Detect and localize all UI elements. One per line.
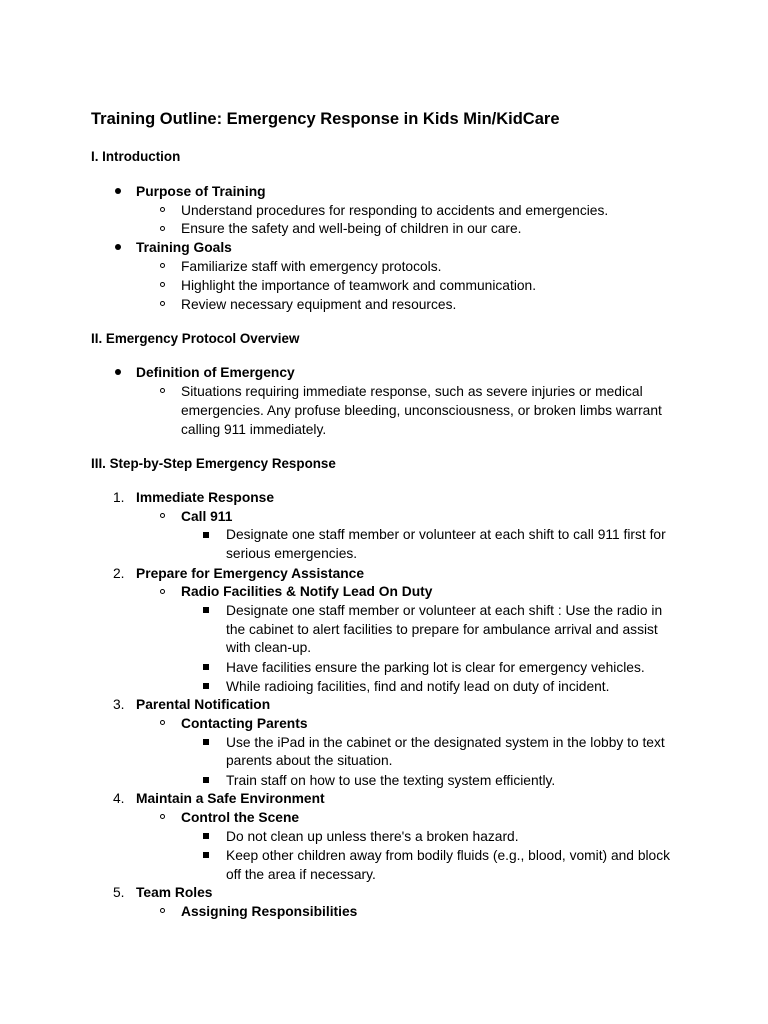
circle-bullet-icon xyxy=(160,207,165,212)
step-point-line: the cabinet to alert facilities to prepare for ambulance arrival and assist xyxy=(226,622,658,637)
list-item: Review necessary equipment and resources. xyxy=(181,297,457,312)
step-label: Immediate Response xyxy=(136,490,275,505)
square-bullet-icon xyxy=(203,739,209,745)
circle-bullet-icon xyxy=(160,226,165,231)
step-number: 3. xyxy=(113,697,125,712)
step-label: Prepare for Emergency Assistance xyxy=(136,566,365,581)
square-bullet-icon xyxy=(203,777,209,783)
step-point-line: with clean-up. xyxy=(226,640,312,655)
step-point-line: Keep other children away from bodily fluids (e.g., blood, vomit) and block xyxy=(226,848,671,863)
step-point-line: Train staff on how to use the texting system efficiently. xyxy=(226,773,556,788)
square-bullet-icon xyxy=(203,532,209,538)
step-point-line: parents about the situation. xyxy=(226,753,393,768)
step-number: 1. xyxy=(113,490,125,505)
square-bullet-icon xyxy=(203,664,209,670)
bullet-icon xyxy=(115,188,121,194)
circle-bullet-icon xyxy=(160,720,165,725)
list-item-purpose-label: Purpose of Training xyxy=(136,184,266,199)
step-number: 5. xyxy=(113,885,125,900)
step-label: Team Roles xyxy=(136,885,213,900)
bullet-icon xyxy=(115,244,121,250)
square-bullet-icon xyxy=(203,833,209,839)
step-point-line: Designate one staff member or volunteer at each shift to call 911 first for xyxy=(226,527,666,542)
circle-bullet-icon xyxy=(160,589,165,594)
square-bullet-icon xyxy=(203,683,209,689)
list-item: Understand procedures for responding to accidents and emergencies. xyxy=(181,203,609,218)
step-point-line: Designate one staff member or volunteer at each shift : Use the radio in xyxy=(226,603,663,618)
square-bullet-icon xyxy=(203,607,209,613)
step-sub-label: Control the Scene xyxy=(181,810,300,825)
list-item: Highlight the importance of teamwork and communication. xyxy=(181,278,537,293)
list-item-goals-label: Training Goals xyxy=(136,240,232,255)
circle-bullet-icon xyxy=(160,301,165,306)
square-bullet-icon xyxy=(203,852,209,858)
step-number: 2. xyxy=(113,566,125,581)
step-number: 4. xyxy=(113,791,125,806)
section-heading-step-by-step: III. Step-by-Step Emergency Response xyxy=(91,456,336,471)
step-point-line: While radioing facilities, find and notify lead on duty of incident. xyxy=(226,679,610,694)
document-title: Training Outline: Emergency Response in Kids Min/KidCare xyxy=(91,110,560,128)
list-item-text-line: calling 911 immediately. xyxy=(181,422,327,437)
circle-bullet-icon xyxy=(160,814,165,819)
step-point-line: Have facilities ensure the parking lot is clear for emergency vehicles. xyxy=(226,660,645,675)
step-point-line: Use the iPad in the cabinet or the designated system in the lobby to text xyxy=(226,735,665,750)
step-point-line: serious emergencies. xyxy=(226,546,358,561)
list-item-text-line: emergencies. Any profuse bleeding, unconsciousness, or broken limbs warrant xyxy=(181,403,662,418)
step-point-line: off the area if necessary. xyxy=(226,867,376,882)
step-label: Maintain a Safe Environment xyxy=(136,791,325,806)
step-point-line: Do not clean up unless there's a broken hazard. xyxy=(226,829,519,844)
circle-bullet-icon xyxy=(160,908,165,913)
list-item-definition-label: Definition of Emergency xyxy=(136,365,295,380)
list-item: Ensure the safety and well-being of children in our care. xyxy=(181,221,522,236)
step-sub-label: Radio Facilities & Notify Lead On Duty xyxy=(181,584,433,599)
circle-bullet-icon xyxy=(160,388,165,393)
section-heading-protocol-overview: II. Emergency Protocol Overview xyxy=(91,331,300,346)
circle-bullet-icon xyxy=(160,263,165,268)
list-item-text-line: Situations requiring immediate response, such as severe injuries or medical xyxy=(181,384,643,399)
list-item: Familiarize staff with emergency protocols. xyxy=(181,259,442,274)
bullet-icon xyxy=(115,369,121,375)
circle-bullet-icon xyxy=(160,282,165,287)
section-heading-introduction: I. Introduction xyxy=(91,149,181,164)
step-label: Parental Notification xyxy=(136,697,271,712)
circle-bullet-icon xyxy=(160,513,165,518)
step-sub-label: Contacting Parents xyxy=(181,716,308,731)
step-sub-label: Assigning Responsibilities xyxy=(181,904,358,919)
step-sub-label: Call 911 xyxy=(181,509,233,524)
